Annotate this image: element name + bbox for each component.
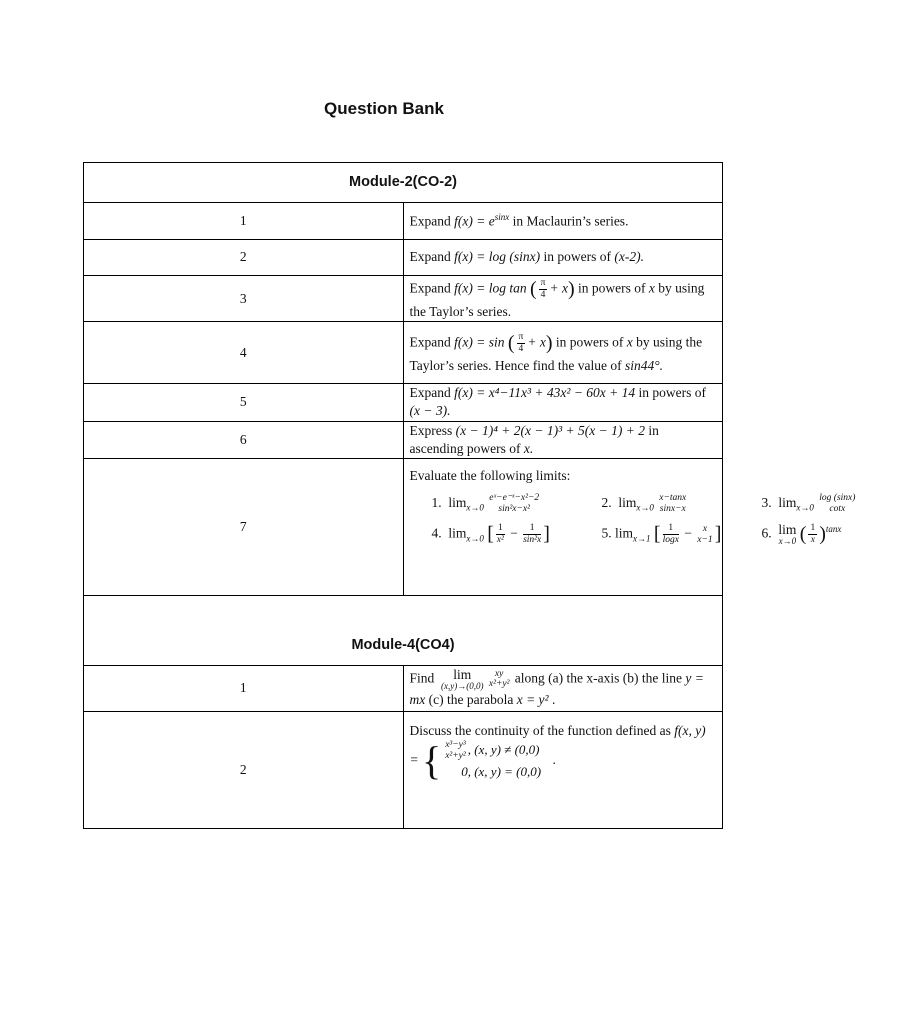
- question-text: Express (x − 1)⁴ + 2(x − 1)³ + 5(x − 1) + 2 in ascending powers of x.: [403, 421, 723, 458]
- question-text: Find lim (x,y)→(0,0) xy x²+y² along (a) the x-axis (b) the line y = mx (c) the parabola x = y² .: [403, 666, 723, 712]
- table-row: [84, 322, 723, 384]
- row-number: 1: [84, 203, 404, 240]
- fraction: $\frac{\pi}{4}$: [518, 332, 524, 355]
- row-number: 3: [84, 276, 404, 322]
- fraction: $\frac{\pi}{4}$: [540, 278, 546, 300]
- module-2-heading: Module-2(CO-2): [84, 163, 723, 203]
- question-text: Expand f(x) = x⁴−11x³ + 43x² − 60x + 14 in powers of (x − 3).: [403, 384, 723, 421]
- row-number: 4: [84, 322, 404, 384]
- limit-item: 1. $\lim_{x\to 0}$ eˣ−e⁻ˣ−x²−2 sin²x−x²: [431, 493, 540, 515]
- row-number: 2: [84, 240, 404, 276]
- limit-item: 6. lim x→0 ( $\frac{1}{x}$ )$^{tanx}$: [761, 522, 842, 546]
- question-text: [403, 459, 856, 596]
- table-row: [84, 459, 723, 596]
- question-text: Expand $f(x) = e^{sinx}$ in Maclaurin’s series.: [403, 203, 723, 240]
- table-row: [84, 421, 723, 458]
- row-number: 1: [84, 666, 404, 712]
- module-4-heading: Module-4(CO4): [84, 596, 723, 666]
- limit-item: 3. $\lim_{x\to 0}$ log (sinx) cotx: [761, 493, 856, 515]
- table-row: [84, 384, 723, 421]
- question-table: [83, 162, 856, 829]
- row-number: 5: [84, 384, 404, 421]
- table-row: [84, 203, 723, 240]
- row-number: 2: [84, 712, 404, 829]
- table-row: [84, 666, 723, 712]
- row-number: 6: [84, 421, 404, 458]
- limit-item: 2. $\lim_{x\to 0}$ x−tanx sinx−x: [601, 493, 687, 515]
- table-row: [84, 712, 723, 829]
- question-text: Expand f(x) = log tan ( $\frac{\pi}{4}$ + x) in powers of x by using the Taylor’s series.: [403, 276, 723, 322]
- row-number: 7: [84, 459, 404, 596]
- limit-item: 4. $\lim_{x\to 0}$ [ $\frac{1}{\text{x²}}$ − $\frac{1}{\text{sin²x}}$ ]: [431, 523, 550, 546]
- piecewise-function: { x³−y³ x²+y² , (x, y) ≠ (0,0) 0, (x, y) = (0,0): [422, 738, 542, 784]
- question-text: Expand f(x) = sin ( $\frac{\pi}{4}$ + x) in powers of x by using the Taylor’s series. Hence find the value of sin44°.: [403, 322, 723, 384]
- question-text: Expand f(x) = log (sinx) in powers of (x-2).: [403, 240, 723, 276]
- limit-item: 5. $\lim_{x\to 1}$ [ $\frac{1}{\log x}$ − x x−1 ]: [601, 523, 722, 546]
- limits-intro: Evaluate the following limits:: [409, 468, 571, 484]
- limits-grid: [431, 493, 856, 548]
- table-row: [84, 240, 723, 276]
- question-text: Discuss the continuity of the function defined as f(x, y) = { x³−y³ x²+y² , (x, y) ≠ (0,0) 0, (x, y) = (0,0) .: [403, 712, 723, 829]
- page-title: Question Bank: [324, 99, 444, 118]
- table-row: [84, 276, 723, 322]
